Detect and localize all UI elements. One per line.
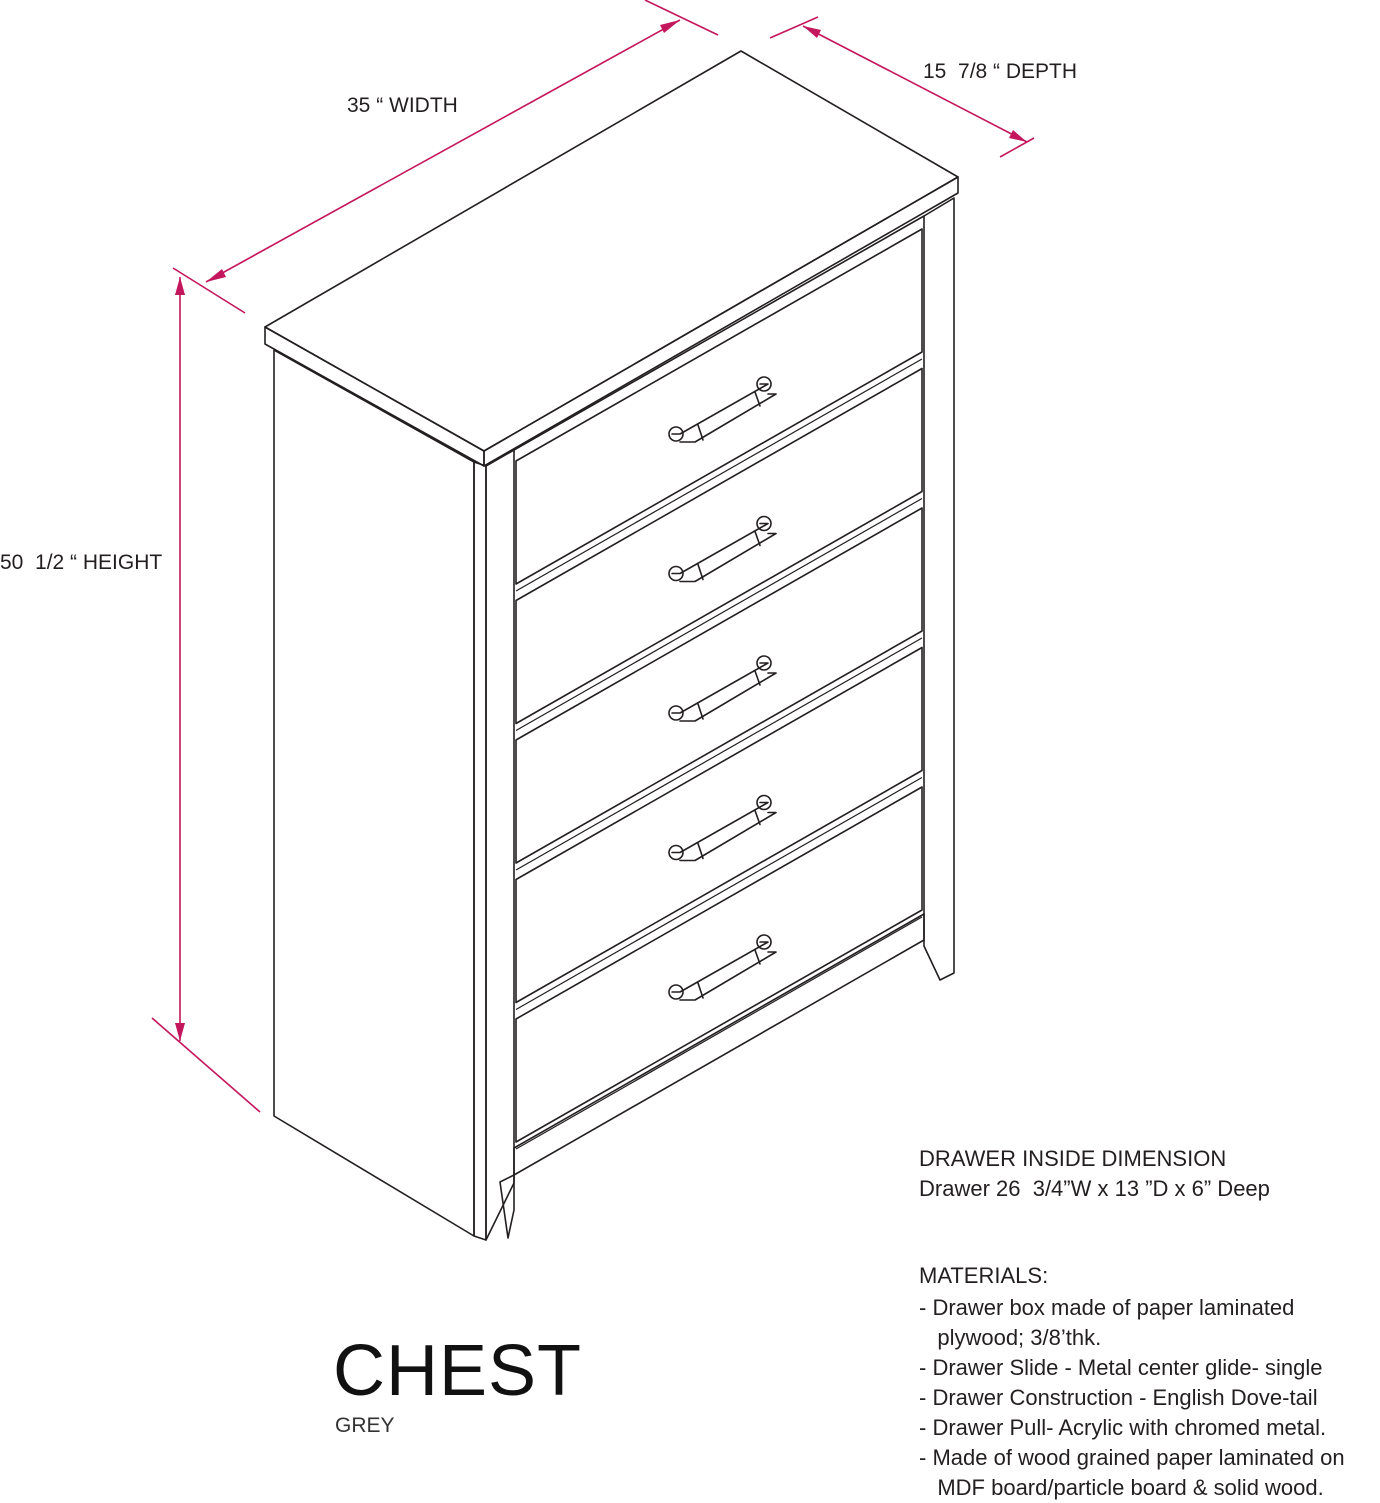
drawer-inside-heading: DRAWER INSIDE DIMENSION	[919, 1146, 1227, 1171]
drawer-gap	[516, 638, 922, 870]
height-dimension-line	[152, 277, 260, 1112]
materials-item: MDF board/particle board & solid wood.	[919, 1475, 1324, 1500]
drawer-gap	[516, 778, 922, 1010]
drawer-gap	[516, 917, 922, 1149]
materials-item: - Drawer Slide - Metal center glide- single	[919, 1355, 1323, 1380]
drawer-pull-joint	[698, 565, 703, 580]
depth-label: 15 7/8 “ DEPTH	[923, 60, 1078, 83]
depth-dimension-line	[770, 17, 1034, 157]
drawer-gap	[516, 499, 922, 731]
materials-item: - Drawer box made of paper laminated	[919, 1295, 1295, 1320]
drawer-pull-joint	[755, 392, 760, 406]
width-label: 35 “ WIDTH	[347, 94, 458, 117]
materials-item: - Drawer Construction - English Dove-tail	[919, 1385, 1318, 1410]
drawer-gap	[516, 359, 922, 591]
width-dimension-line	[173, 0, 718, 313]
drawer-front	[516, 369, 922, 724]
materials-item: - Made of wood grained paper laminated on	[919, 1445, 1345, 1470]
drawer-front	[516, 787, 922, 1142]
drawer-pull-joint	[698, 425, 703, 440]
drawer-pull	[672, 942, 776, 1000]
drawer-pull-joint	[755, 811, 760, 825]
drawer-pull-joint	[698, 844, 703, 859]
drawer-pull-joint	[698, 704, 703, 719]
drawer-pull-joint	[755, 950, 760, 964]
materials-item: - Drawer Pull- Acrylic with chromed metal.	[919, 1415, 1327, 1440]
drawer-front	[516, 229, 922, 584]
product-color: GREY	[335, 1414, 395, 1437]
drawer-front	[516, 508, 922, 863]
product-title: CHEST	[333, 1331, 583, 1411]
drawer-pull-joint	[698, 983, 703, 998]
drawer-pull	[672, 524, 776, 582]
drawer-pull	[672, 384, 776, 442]
drawer-fronts	[516, 229, 922, 1149]
drawer-pull	[672, 663, 776, 721]
height-label: 50 1/2 “ HEIGHT	[0, 551, 163, 574]
drawer-pull-joint	[755, 532, 760, 546]
materials-item: plywood; 3/8’thk.	[919, 1325, 1102, 1350]
materials-heading: MATERIALS:	[919, 1263, 1049, 1288]
materials-list	[919, 1293, 1345, 1503]
drawer-pull-joint	[755, 671, 760, 685]
chest-carcass	[274, 198, 954, 1240]
drawer-pull	[672, 803, 776, 861]
drawer-inside-value: Drawer 26 3/4”W x 13 ”D x 6” Deep	[919, 1176, 1270, 1201]
